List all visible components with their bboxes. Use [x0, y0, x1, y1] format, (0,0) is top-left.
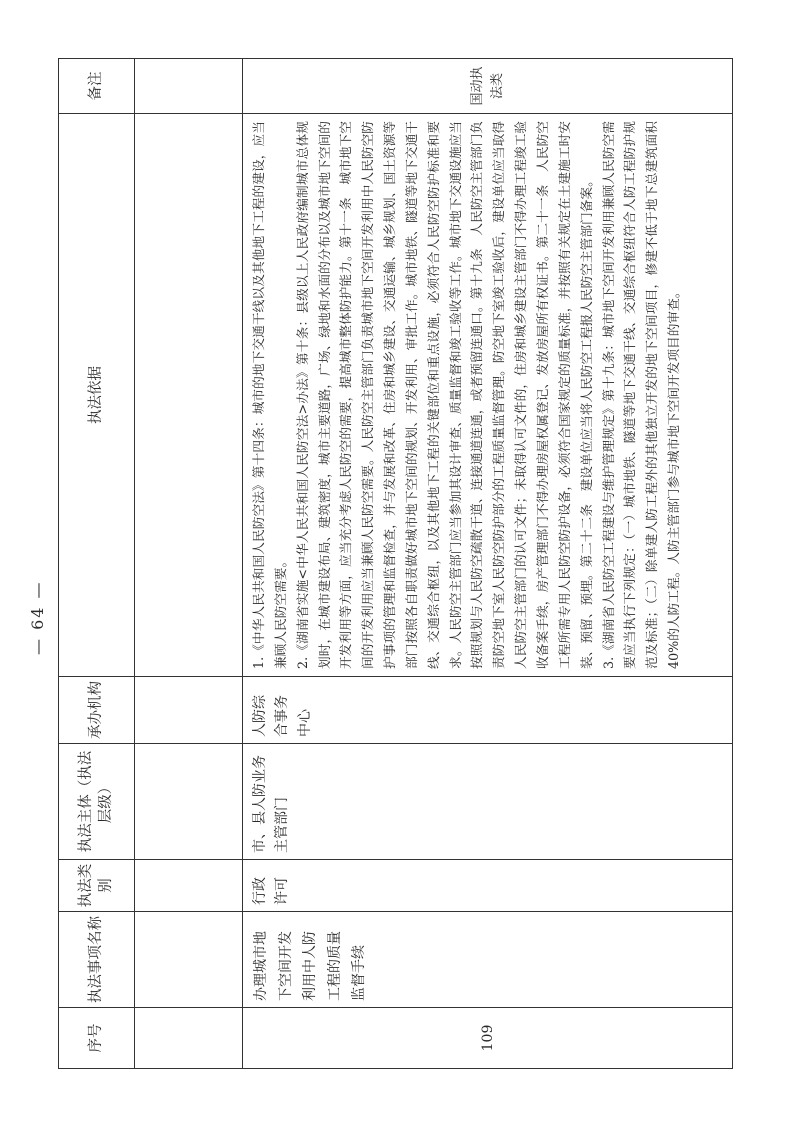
blank-cell: [135, 1008, 243, 1069]
cell-note: 国动执法类: [243, 59, 733, 114]
blank-cell: [135, 912, 243, 1008]
header-category: 执法类别: [59, 860, 135, 912]
header-subject: 执法主体（执法层级）: [59, 744, 135, 860]
cell-seq: 109: [243, 1008, 733, 1069]
blank-cell: [135, 59, 243, 114]
basis-paragraph-3: 3.《湖南省人民防空工程建设与维护管理规定》第十九条：城市地下空间开发利用兼顾人民防空需要应当执行下列规定：（一）城市地铁、隧道等地下交通干线、交通综合枢纽符合人防工程防护规范及标准；（二）除单建人防工程外的其他独立开发的地下空间项目，修建不低于地下总建筑面积40%的人防工程。人防主管部门参与城市地下空间开发项目的审查。: [600, 121, 682, 669]
blank-cell: [135, 744, 243, 860]
basis-paragraph-1: 1.《中华人民共和国人民防空法》第十四条：城市的地下交通干线以及其他地下工程的建设，应当兼顾人民防空需要。: [251, 121, 288, 669]
enforcement-table: [58, 58, 733, 1069]
header-row: [59, 59, 135, 1069]
header-basis: 执法依据: [59, 114, 135, 677]
header-name: 执法事项名称: [59, 912, 135, 1008]
header-note: 备注: [59, 59, 135, 114]
cell-organ: 人防综合事务中心: [243, 677, 733, 744]
cell-basis: [243, 114, 733, 677]
blank-cell: [135, 677, 243, 744]
header-seq: 序号: [59, 1008, 135, 1069]
page-number: — 64 —: [28, 580, 47, 655]
cell-name: 办理城市地下空间开发利用中人防工程的质量监督手续: [243, 912, 733, 1008]
blank-row: [135, 59, 243, 1069]
header-organ: 承办机构: [59, 677, 135, 744]
blank-cell: [135, 114, 243, 677]
blank-cell: [135, 860, 243, 912]
cell-category: 行政许可: [243, 860, 733, 912]
basis-paragraph-2: 2.《湖南省实施<中华人民共和国人民防空法>办法》第十条：县级以上人民政府编制城市总体规划时，在城市建设布局、建筑密度，城市主要道路，广场、绿地和水面的分布以及城市地下空间的开发利用等方面，应当充分考虑人民防空的需要，提高城市整体防护能力。第十一条 城市地下空间的开发利用应当兼顾人民防空需要。人民防空主管部门负责城市地下空间开发利用中人民防空防护事项的管理和监督检查，并与发展和改革、住房和城乡建设、交通运输、城乡规划、国土资源等部门按照各自职责做好城市地下空间的规划、开发利用、审批工作。城市地铁、隧道等地下交通干线、交通综合枢纽，以及其他地下工程的关键部位和重点设施，必须符合人民防空防护标准和要求。人民防空主管部门应当参加其设计审查、质量监督和竣工验收等工作。城市地下交通设施应当按照规划与人民防空疏散干道、连接通道连通，或者预留连通口。第十九条 人民防空主管部门负责防空地下室人民防空防护部分的工程质量监督管理。防空地下室竣工验收后，建设单位应当取得人民防空主管部门的认可文件；未取得认可文件的，住房和城乡建设主管部门不得办理工程竣工验收备案手续，房产管理部门不得办理房屋权属登记、发放房屋所有权证书。第二十一条 人民防空工程所需专用人民防空防护设备，必须符合国家规定的质量标准，并按照有关规定在土建施工时安装、预留、预埋。第二十二条 建设单位应当将人民防空工程报人民防空主管部门备案。: [294, 121, 594, 669]
cell-subject: 市、县人防业务主管部门: [243, 744, 733, 860]
table-row: [243, 59, 733, 1069]
